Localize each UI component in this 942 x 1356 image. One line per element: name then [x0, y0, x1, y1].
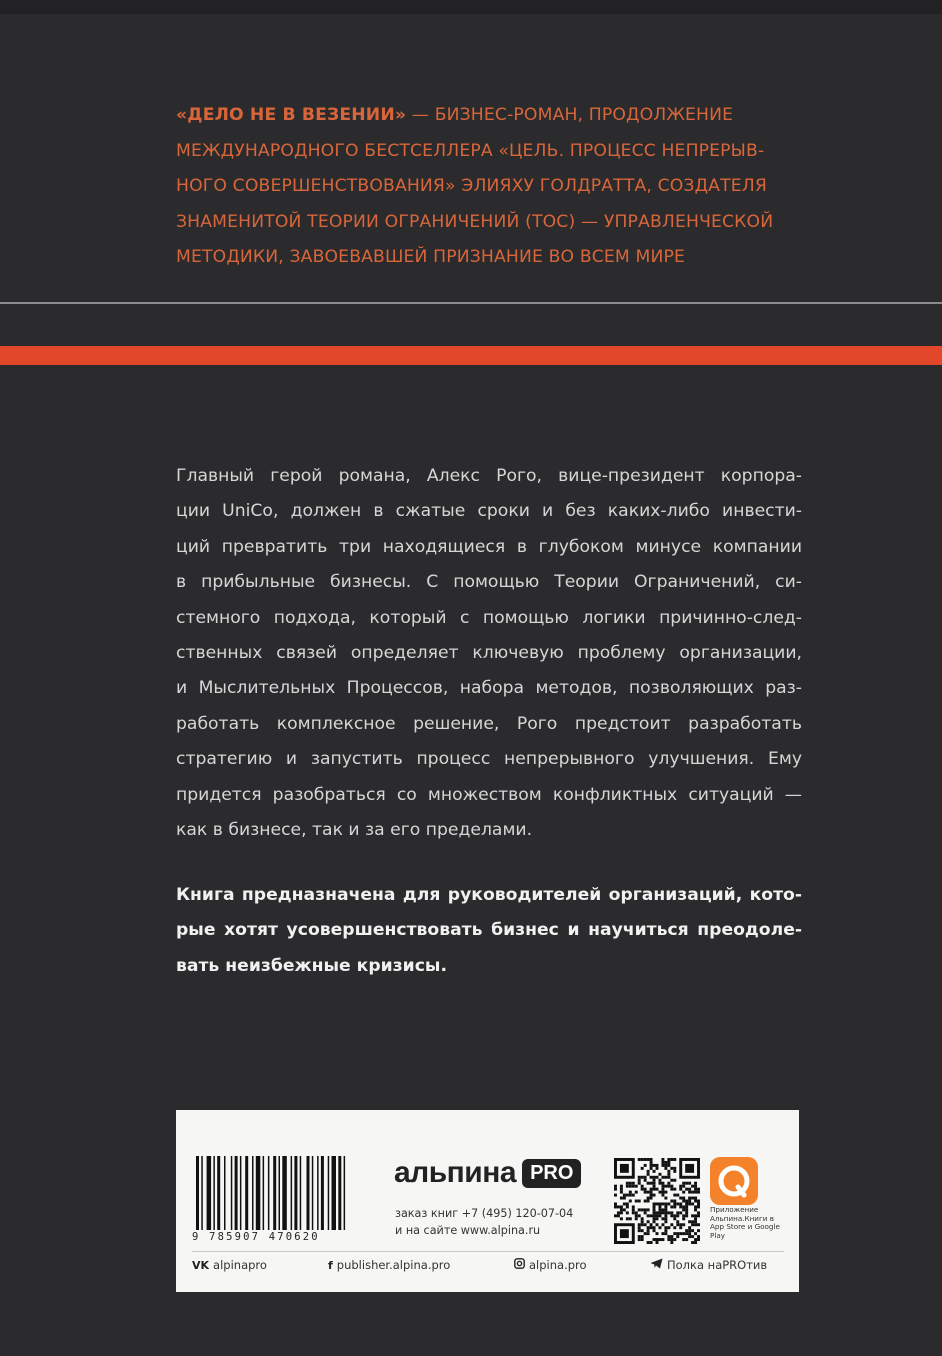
social-telegram[interactable]: [650, 1258, 767, 1272]
divider-thin: [0, 302, 942, 304]
description-line: стратегию и запустить процесс непрерывного улучшения. Ему: [176, 749, 802, 770]
description-line: ций превратить три находящиеся в глубоком минусе компании: [176, 536, 802, 557]
audience-line: Книга предназначена для руководителей организаций, кото-: [176, 885, 802, 905]
intro-line: МЕЖДУНАРОДНОГО БЕСТСЕЛЛЕРА «ЦЕЛЬ. ПРОЦЕСС НЕПРЕРЫВ-: [176, 140, 765, 161]
description-line: стемного подхода, который с помощью логики причинно-след-: [176, 607, 802, 628]
social-facebook[interactable]: [328, 1258, 450, 1272]
audience-paragraph: [176, 878, 802, 984]
social-vk-label: alpinapro: [213, 1258, 267, 1272]
intro-line: МЕТОДИКИ, ЗАВОЕВАВШЕЙ ПРИЗНАНИЕ ВО ВСЕМ МИРЕ: [176, 247, 686, 267]
qr-code: [614, 1158, 700, 1244]
social-facebook-label: publisher.alpina.pro: [336, 1258, 451, 1272]
audience-line: вать неизбежные кризисы.: [176, 955, 447, 976]
instagram-icon: [514, 1258, 525, 1272]
social-vk[interactable]: [192, 1258, 267, 1272]
app-icon: [710, 1157, 758, 1205]
intro-line: — БИЗНЕС-РОМАН, ПРОДОЛЖЕНИЕ: [406, 105, 734, 125]
intro-lead-title: «ДЕЛО НЕ В ВЕЗЕНИИ»: [176, 105, 407, 125]
cover-top-edge: [0, 0, 942, 14]
facebook-icon: f: [328, 1258, 333, 1272]
publisher-name: альпина: [394, 1156, 517, 1189]
publisher-logo: [394, 1153, 581, 1193]
panel-divider: [192, 1251, 784, 1252]
description-line: Главный герой романа, Алекс Рого, вице-президент корпора-: [176, 466, 802, 486]
description-line: ственных связей определяет ключевую проблему организации,: [176, 643, 802, 664]
publisher-info-panel: [176, 1110, 799, 1292]
intro-blurb: [176, 98, 816, 276]
vk-icon: VK: [192, 1258, 210, 1272]
intro-line: ЗНАМЕНИТОЙ ТЕОРИИ ОГРАНИЧЕНИЙ (ТОС) — УПРАВЛЕНЧЕСКОЙ: [176, 211, 774, 232]
social-telegram-label: Полка наPROтив: [667, 1258, 768, 1272]
barcode: [196, 1156, 368, 1230]
description-paragraph: [176, 459, 802, 848]
description-line: работать комплексное решение, Рого предстоит разработать: [176, 713, 802, 734]
social-instagram[interactable]: [514, 1258, 587, 1272]
social-instagram-label: alpina.pro: [529, 1258, 587, 1272]
app-store-note: Приложение Альпина.Книги в App Store и Google Play: [710, 1205, 780, 1240]
order-info: [395, 1205, 573, 1239]
description-line: придется разобраться со множеством конфликтных ситуаций —: [176, 784, 802, 805]
description-line: и Мыслительных Процессов, набора методов, позволяющих раз-: [176, 678, 802, 699]
accent-stripe: [0, 346, 942, 365]
order-website: и на сайте www.alpina.ru: [395, 1224, 541, 1237]
isbn-number: 9 785907 470620: [192, 1231, 320, 1243]
description-line: ции UniCo, должен в сжатые сроки и без каких-либо инвести-: [176, 501, 802, 522]
description-line: как в бизнесе, так и за его пределами.: [176, 820, 533, 841]
intro-line: НОГО СОВЕРШЕНСТВОВАНИЯ» ЭЛИЯХУ ГОЛДРАТТА, СОЗДАТЕЛЯ: [176, 176, 767, 196]
telegram-icon: [650, 1258, 663, 1272]
description-line: в прибыльные бизнесы. С помощью Теории Ограничений, си-: [176, 572, 802, 593]
audience-line: рые хотят усовершенствовать бизнес и научиться преодоле-: [176, 920, 802, 941]
order-phone: заказ книг +7 (495) 120-07-04: [395, 1207, 574, 1220]
publisher-pro-badge: PRO: [522, 1159, 581, 1188]
